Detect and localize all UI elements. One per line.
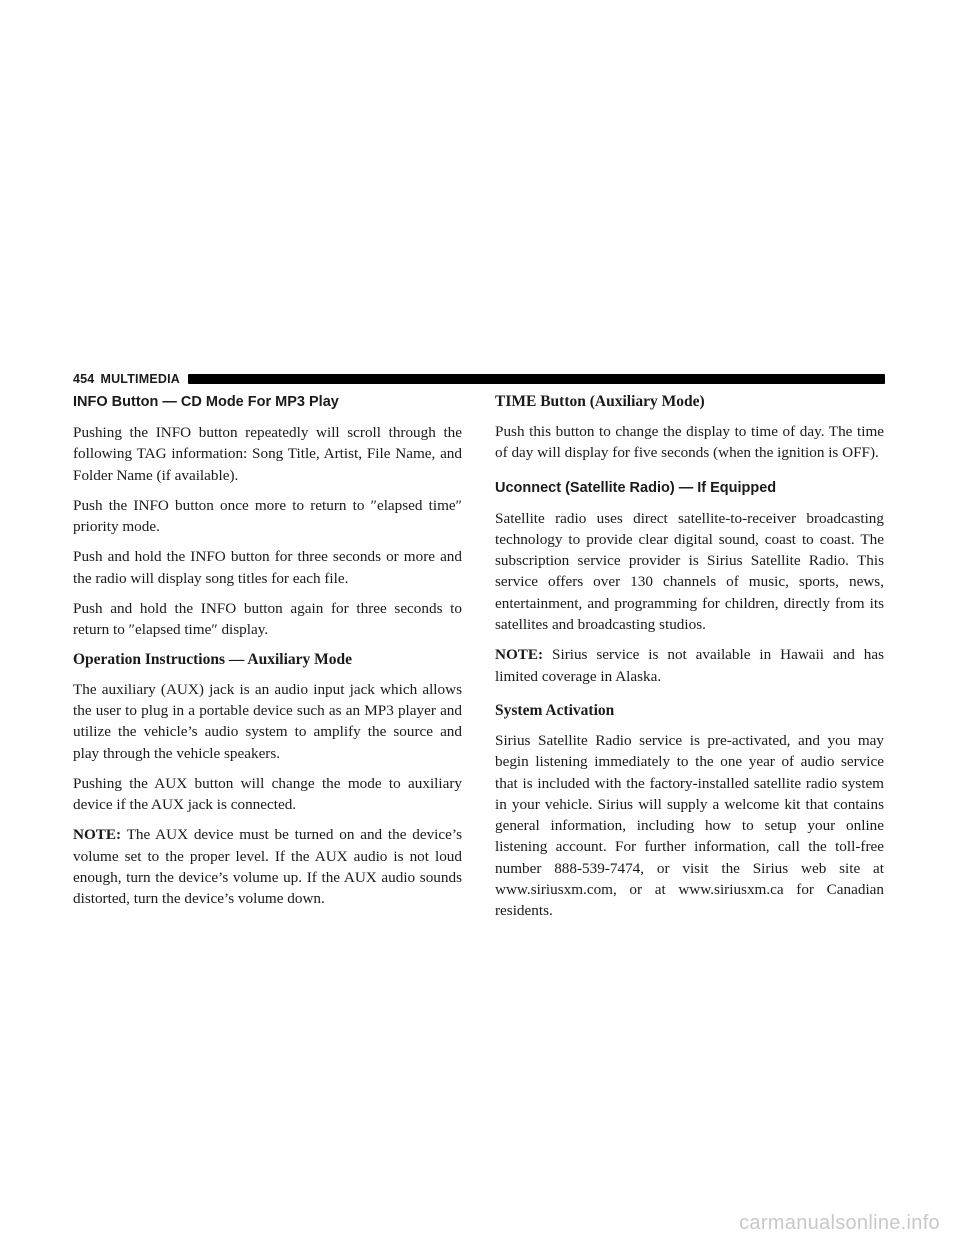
section-title: MULTIMEDIA <box>100 372 181 386</box>
info-button-heading: INFO Button — CD Mode For MP3 Play <box>73 394 339 410</box>
time-paragraph: Push this button to change the display to time of day. The time of day will display for five seconds (when the ignition is OFF). <box>495 423 884 462</box>
watermark: carmanualsonline.info <box>739 1212 940 1234</box>
info-paragraph-1: Pushing the INFO button repeatedly will scroll through the following TAG information: Song Title, Artist, File Name, and Folder Name (if available). <box>73 424 462 484</box>
info-paragraph-3: Push and hold the INFO button for three seconds or more and the radio will display song titles for each file. <box>73 548 462 587</box>
right-column <box>495 392 884 931</box>
page-number: 454 <box>73 372 95 386</box>
satellite-radio-heading: Uconnect (Satellite Radio) — If Equipped <box>495 479 777 496</box>
aux-paragraph-1: The auxiliary (AUX) jack is an audio input jack which allows the user to plug in a portable device such as an MP3 player and utilize the vehicle’s audio system to amplify the source and play through the vehicle speakers. <box>73 680 462 762</box>
left-column <box>73 392 462 919</box>
note-label: NOTE: <box>495 646 544 664</box>
info-paragraph-4: Push and hold the INFO button again for three seconds to return to ″elapsed time″ display. <box>73 600 462 639</box>
note-label: NOTE: <box>73 826 122 844</box>
aux-note <box>73 824 462 909</box>
note-text: The AUX device must be turned on and the device’s volume set to the proper level. If the AUX audio is not loud enough, turn the device’s volume up. If the AUX audio sounds distorted, turn the device’s volume down. <box>73 826 462 908</box>
note-text: Sirius service is not available in Hawaii and has limited coverage in Alaska. <box>495 646 884 685</box>
time-button-heading: TIME Button (Auxiliary Mode) <box>495 393 705 410</box>
info-paragraph-2: Push the INFO button once more to return to ″elapsed time″ priority mode. <box>73 496 462 536</box>
header-text <box>73 372 180 386</box>
page-header <box>73 371 885 387</box>
activation-paragraph: Sirius Satellite Radio service is pre-activated, and you may begin listening immediately to the one year of audio service that is included with the factory-installed satellite radio system in your vehicle. Sirius will supply a welcome kit that contains general information, including how to setup your online listening account. For further information, call the toll-free number 888-539-7474, or visit the Sirius web site at www.siriusxm.com, or at www.siriusxm.ca for Canadian residents. <box>495 731 884 920</box>
aux-paragraph-2: Pushing the AUX button will change the mode to auxiliary device if the AUX jack is connected. <box>73 774 462 814</box>
header-rule <box>188 374 885 384</box>
satellite-note <box>495 644 884 687</box>
system-activation-heading: System Activation <box>495 701 615 719</box>
satellite-paragraph: Satellite radio uses direct satellite-to-receiver broadcasting technology to provide clear digital sound, coast to coast. The subscription service provider is Sirius Satellite Radio. This service offers over 130 channels of music, sports, news, entertainment, and programming for children, directly from its satellites and broadcasting studios. <box>495 509 884 634</box>
aux-mode-heading: Operation Instructions — Auxiliary Mode <box>73 650 353 668</box>
